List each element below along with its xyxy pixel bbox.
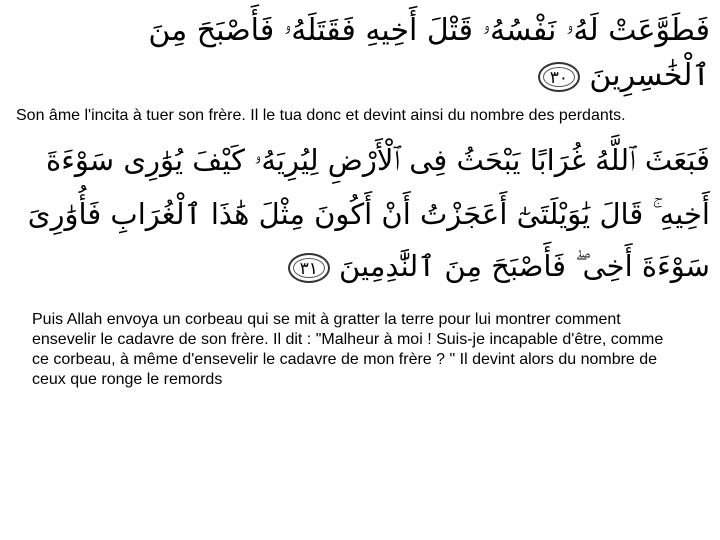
verse-31-translation: Puis Allah envoya un corbeau qui se mit à gratter la terre pour lui montrer comment ensevelir le cadavre de son frère. Il dit : "Malheur à moi ! Suis-je incapable d'être, comme ce corbeau, à même d'ensevelir le cadavre de mon frère ? " Il devint alors du nombre de ceux que ronge le remords	[32, 311, 664, 388]
verse-31-arabic-line-3: سَوْءَةَ أَخِى ۖ فَأَصْبَحَ مِنَ ٱلنَّٰدِمِينَ	[339, 249, 710, 283]
verse-30-arabic-line-2-row	[532, 56, 710, 96]
verse-31-arabic-line-2: أَخِيهِ ۚ قَالَ يَٰوَيْلَتَىٰٓ أَعَجَزْتُ أَنْ أَكُونَ مِثْلَ هَٰذَا ٱلْغُرَابِ فَأُوَٰرِىَ	[27, 197, 710, 231]
verse-30-number-marker: ٣٠	[538, 62, 580, 92]
verse-31-arabic-line-1: فَبَعَثَ ٱللَّهُ غُرَابًا يَبْحَثُ فِى ٱلْأَرْضِ لِيُرِيَهُۥ كَيْفَ يُوَٰرِى سَوْءَةَ	[46, 143, 710, 177]
verse-30-arabic-line-2: ٱلْخَٰسِرِينَ	[589, 58, 710, 93]
verse-31-number-marker: ٣١	[288, 253, 330, 283]
verse-30-translation: Son âme l'incita à tuer son frère. Il le tua donc et devint ainsi du nombre des perdants.	[16, 107, 626, 124]
verse-30-arabic-line-1: فَطَوَّعَتْ لَهُۥ نَفْسُهُۥ قَتْلَ أَخِيهِ فَقَتَلَهُۥ فَأَصْبَحَ مِنَ	[148, 13, 710, 48]
verse-31-arabic-line-3-row	[282, 244, 710, 288]
